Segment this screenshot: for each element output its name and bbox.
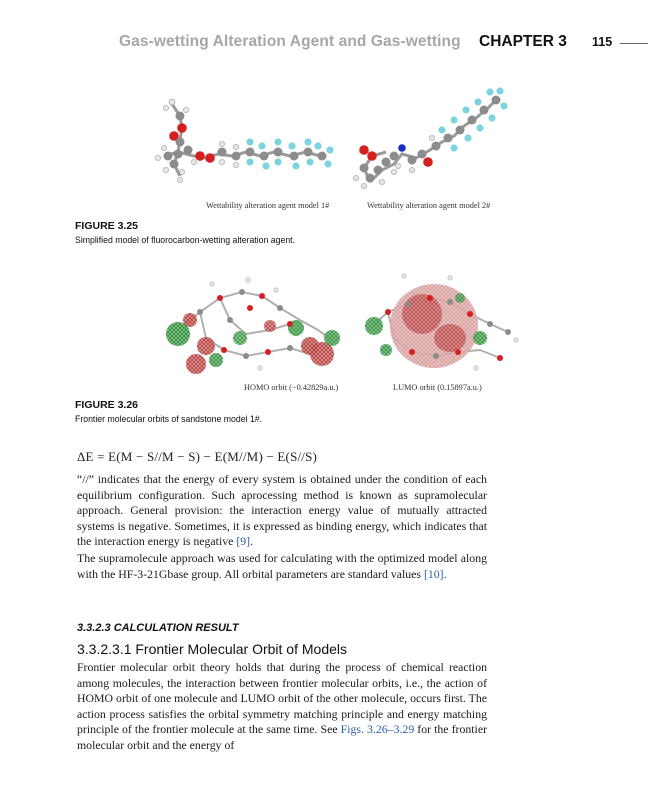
homo-orbit-label: HOMO orbit (−0.42829a.u.) — [244, 383, 339, 392]
lumo-orbital-lobes — [365, 284, 487, 368]
paragraph-supramolecular — [77, 472, 487, 550]
header-rule — [620, 43, 648, 44]
paragraph-3-text-a: Frontier molecular orbit theory holds that during the process of chemical reaction among molecules, the interaction between frontier molecular orbits, i.e., the action of HOMO orbit of one molecule and LUMO orbit of the other molecule, occurs first. The action process satisfies the orbital symmetry matching principle and energy matching principle of the frontier molecule at the same time. See — [77, 660, 487, 737]
figure-3-26-frontier-orbitals — [150, 268, 530, 384]
model-2-bonds — [364, 100, 496, 182]
paragraph-1-text: “//” indicates that the energy of every system is obtained under the condition of each equilibrium configuration. Such aprocessing method is known as supramolecular approach. General provision: the interaction energy value of mutually attracted systems is negative. Sometimes, it is expressed as binding energy, which indicates that the interaction energy is negative — [77, 472, 487, 549]
model-2-label: Wettability alteration agent model 2# — [367, 201, 491, 210]
paragraph-hf-basis — [77, 551, 487, 582]
lumo-orbit-label: LUMO orbit (0.15897a.u.) — [393, 383, 482, 392]
model-1-label: Wettability alteration agent model 1# — [206, 201, 330, 210]
paragraph-frontier-theory — [77, 660, 487, 754]
paragraph-2-end: . — [443, 566, 447, 581]
figure-reference-link[interactable]: Figs. 3.26–3.29 — [340, 722, 415, 737]
running-title: Gas-wetting Alteration Agent and Gas-wetting — [119, 33, 461, 50]
figure-3-25-molecule-models — [150, 86, 520, 204]
figure-3-25-title: FIGURE 3.25 — [75, 220, 139, 232]
figure-3-25-caption: Simplified model of fluorocarbon-wetting alteration agent. — [75, 234, 296, 245]
figure-3-26-caption: Frontier molecular orbits of sandstone model 1#. — [75, 413, 263, 424]
paragraph-3-text-b: for the frontier molecular orbit and the energy of — [77, 722, 487, 752]
citation-9[interactable]: [9] — [236, 534, 251, 549]
paragraph-1-end: . — [250, 534, 254, 549]
chapter-label: CHAPTER 3 — [479, 33, 567, 50]
section-heading-calculation-result: 3.3.2.3 CALCULATION RESULT — [77, 622, 239, 634]
page-number: 115 — [592, 35, 613, 49]
citation-10[interactable]: [10] — [423, 566, 444, 581]
homo-orbital-lobes — [166, 313, 340, 374]
figure-3-26-title: FIGURE 3.26 — [75, 399, 139, 411]
running-header — [0, 33, 648, 53]
section-heading-frontier-orbit: 3.3.2.3.1 Frontier Molecular Orbit of Models — [77, 641, 348, 657]
model-2-atoms — [353, 87, 507, 188]
interaction-energy-equation: ΔE = E(M − S//M − S) − E(M//M) − E(S//S) — [77, 449, 318, 464]
paragraph-2-text: The supramolecule approach was used for calculating with the optimized model along with the HF-3-21Gbase group. All orbital parameters are standard values — [77, 551, 487, 581]
model-1-atoms — [155, 99, 333, 183]
